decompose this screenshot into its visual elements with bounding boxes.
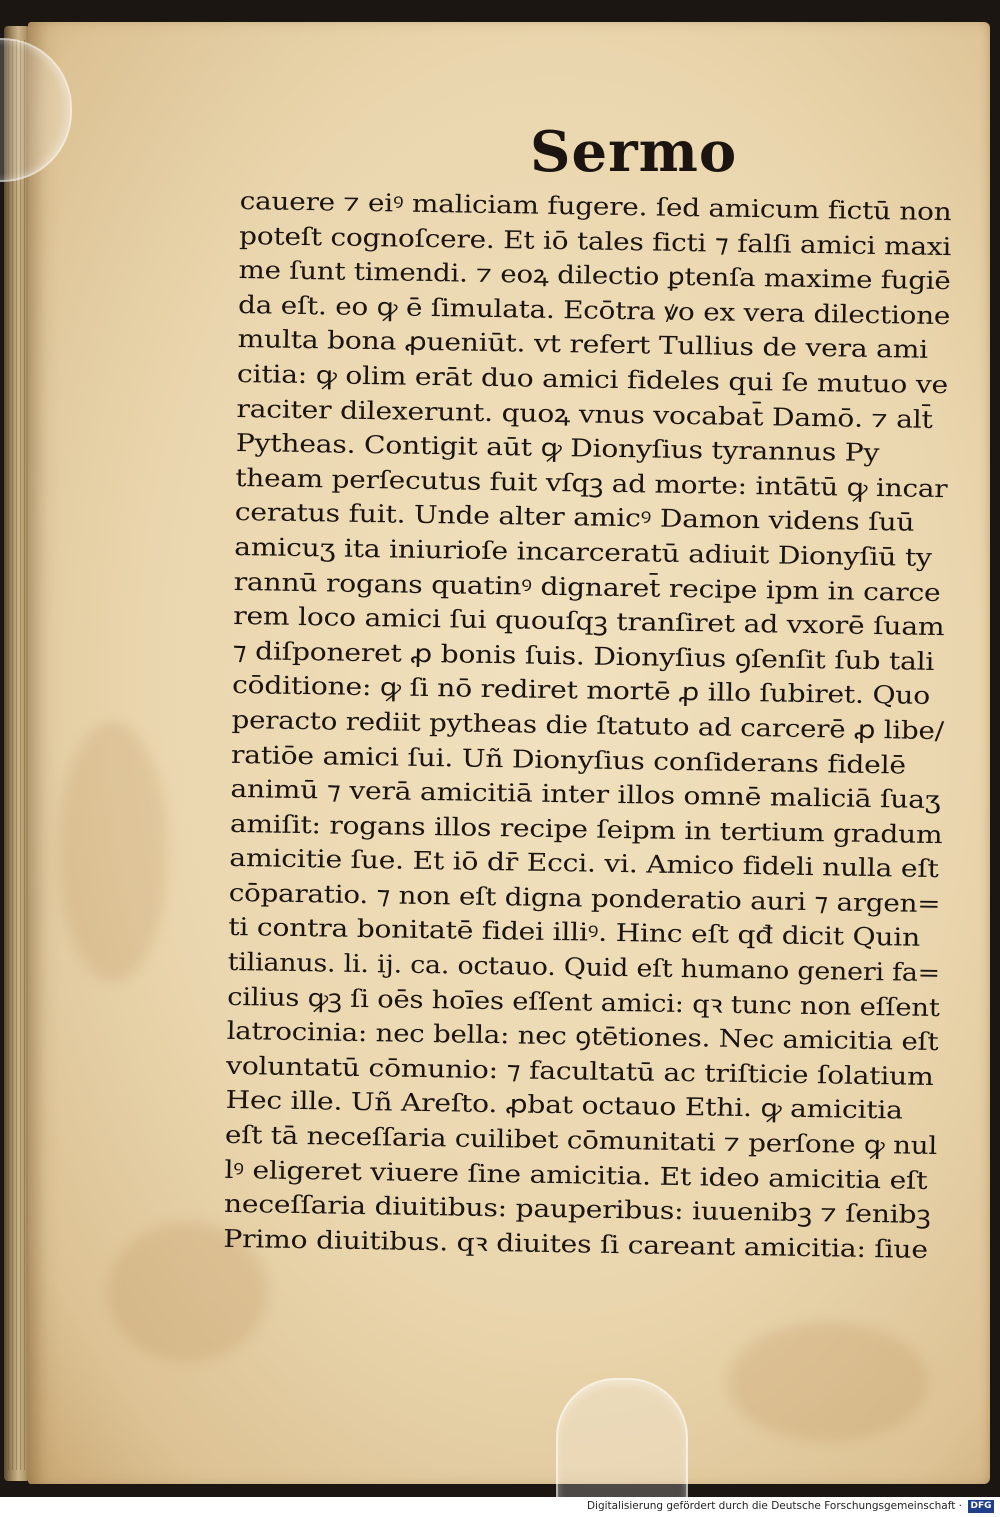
text-line: eſt tā neceſſaria cuilibet cōmunitati ⁊ perſone ꝙ nul xyxy=(224,1119,938,1161)
dfg-logo: DFG xyxy=(968,1500,994,1513)
text-block xyxy=(223,184,970,1268)
text-line: peracto rediit pytheas die ſtatuto ad carcerē ꝓ libe/ xyxy=(231,704,945,746)
text-line: cilius ꝙꝫ ſi oēs hoīes eſſent amici: qꝛ tunc non eſſent xyxy=(227,981,940,1022)
page-heading: Sermo xyxy=(530,119,738,185)
text-line: citia: ꝙ olim erāt duo amici fideles qui ſe mutuo ve xyxy=(236,358,949,400)
text-line: amicuʒ ita iniurioſe incarceratū adiuit Dionyſiū ty xyxy=(234,531,932,572)
text-line: multa bona ꝓueniūt. vt refert Tullius de vera ami xyxy=(237,324,929,365)
text-line: ceratus fuit. Unde alter amicꝰ Damon videns ſuū xyxy=(234,497,915,537)
footer-bar xyxy=(0,1497,1000,1517)
text-line: Hec ille. Uñ Areſto. ꝓbat octauo Ethi. ꝙ amicitia xyxy=(225,1085,903,1125)
text-line: latrocinia: nec bella: nec ꝯtētiones. Nec amicitia eſt xyxy=(226,1016,939,1057)
text-line: ti contra bonitatē fidei illiꝰ. Hinc eſt qđ dicit Quin xyxy=(228,912,921,953)
text-line: theam perſecutus fuit vſqꝫ ad morte: intātū ꝙ incar xyxy=(235,462,948,503)
text-line: poteſt cognoſcere. Et iō tales ficti ⁊ falſi amici maxi xyxy=(238,220,952,261)
text-line: ratiōe amici ſui. Uñ Dionyſius conſiderans fidelē xyxy=(230,739,907,780)
paper-stain xyxy=(728,1322,928,1442)
text-line: Pytheas. Contigit aūt ꝙ Dionyſius tyrannus Py xyxy=(235,428,880,468)
text-line: cōditione: ꝙ ſi nō rediret mortē ꝓ illo ſubiret. Quo xyxy=(231,670,931,711)
text-line: tilianus. li. ij. ca. octauo. Quid eſt humano generi fa= xyxy=(227,946,941,988)
text-line: amiſit: rogans illos recipe ſeipm in tertium gradum xyxy=(229,808,943,849)
text-line: me ſunt timendi. ⁊ eoꝝ dilectio ꝑtenſa maxime fugiē xyxy=(238,255,951,296)
paper-stain xyxy=(58,722,168,982)
text-line: lꝰ eligeret viuere ſine amicitia. Et ideo amicitia eſt xyxy=(224,1154,928,1195)
text-line: cōparatio. ⁊ non eſt digna ponderatio auri ⁊ argen= xyxy=(228,877,941,918)
text-line: Primo diuitibus. qꝛ diuites ſi careant amicitia: ſiue xyxy=(223,1223,929,1264)
text-line: ⁊ diſponeret ꝓ bonis ſuis. Dionyſius ꝯſenſit ſub tali xyxy=(232,635,935,676)
text-line: rannū rogans quatinꝰ dignaret̄ recipe ipm in carce xyxy=(233,566,941,607)
glass-clamp-bottom xyxy=(556,1378,688,1497)
text-line: rem loco amici ſui quouſqꝫ tranſiret ad vxorē ſuam xyxy=(232,601,945,642)
text-line: animū ⁊ verā amicitiā inter illos omnē maliciā ſuaʒ xyxy=(230,774,941,815)
text-line: neceſſaria diuitibus: pauperibus: iuuenibꝫ ⁊ ſenibꝫ xyxy=(223,1189,931,1230)
text-line: da eſt. eo ꝙ ē ſimulata. Ecōtra ꝟo ex vera dilectione xyxy=(237,289,951,330)
fore-edge-texture xyxy=(8,40,26,1470)
text-line: voluntatū cōmunio: ⁊ facultatū ac triſticie ſolatium xyxy=(225,1050,934,1091)
text-line: cauere ⁊ eiꝰ maliciam fugere. ſed amicum fictū non xyxy=(239,185,952,227)
text-line: raciter dilexerunt. quoꝝ vnus vocabat̄ Damō. ⁊ alt̄ xyxy=(236,393,933,434)
footer-credit: Digitalisierung gefördert durch die Deutsche Forschungsgemeinschaft · xyxy=(586,1500,962,1512)
text-line: amicitie ſue. Et iō dr̄ Ecci. vi. Amico fideli nulla eſt xyxy=(229,843,939,884)
